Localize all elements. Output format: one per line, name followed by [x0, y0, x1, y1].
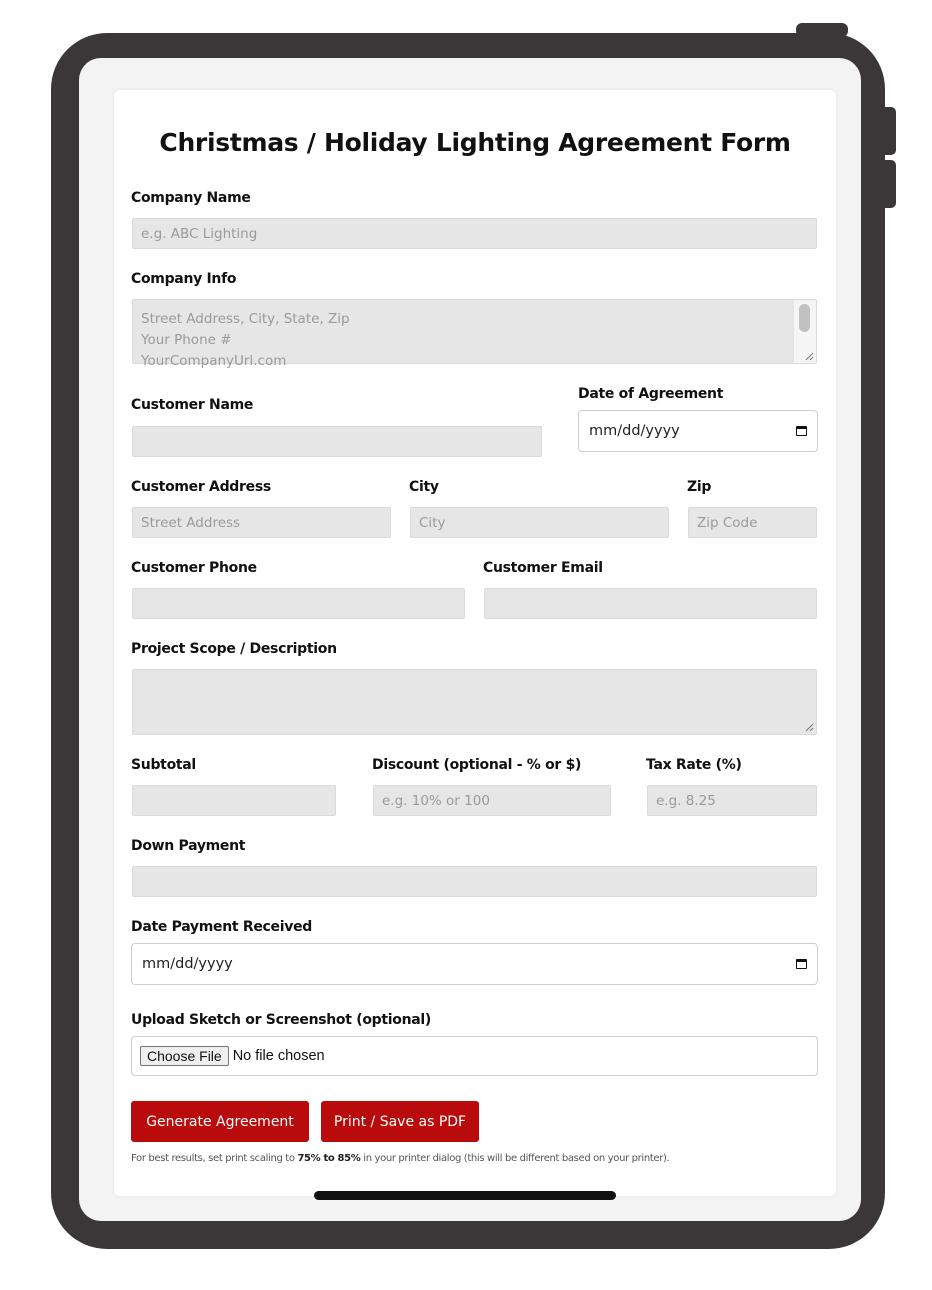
calendar-icon[interactable]: [796, 959, 807, 969]
resize-grip-icon[interactable]: [804, 351, 814, 361]
customer-address-input[interactable]: [132, 507, 391, 538]
city-label: City: [409, 479, 439, 495]
generate-agreement-button[interactable]: Generate Agreement: [131, 1101, 309, 1142]
note-scaling-range: 75% to 85%: [297, 1153, 361, 1164]
company-info-textarea[interactable]: [132, 299, 817, 369]
tax-rate-input[interactable]: [647, 785, 817, 816]
company-name-label: Company Name: [131, 190, 251, 206]
zip-input[interactable]: [688, 507, 817, 538]
company-name-input[interactable]: [132, 218, 817, 249]
print-save-pdf-button[interactable]: Print / Save as PDF: [321, 1101, 479, 1142]
date-payment-received-input[interactable]: [131, 943, 818, 985]
subtotal-label: Subtotal: [131, 757, 196, 773]
project-scope-label: Project Scope / Description: [131, 641, 337, 657]
file-upload-input[interactable]: [131, 1036, 818, 1076]
customer-phone-label: Customer Phone: [131, 560, 257, 576]
date-payment-received-value: mm/dd/yyyy: [142, 956, 233, 972]
date-of-agreement-value: mm/dd/yyyy: [589, 423, 680, 439]
discount-placeholder: e.g. 10% or 100: [382, 792, 490, 809]
city-placeholder: City: [419, 514, 446, 531]
discount-label: Discount (optional - % or $): [372, 757, 582, 773]
down-payment-label: Down Payment: [131, 838, 246, 854]
tax-rate-placeholder: e.g. 8.25: [656, 792, 716, 809]
choose-file-button[interactable]: Choose File: [140, 1046, 229, 1066]
customer-name-input[interactable]: [132, 426, 542, 457]
note-suffix: in your printer dialog (this will be different based on your printer).: [360, 1153, 670, 1164]
down-payment-input[interactable]: [132, 866, 817, 897]
project-scope-textarea[interactable]: [132, 669, 817, 735]
company-info-label: Company Info: [131, 271, 237, 287]
subtotal-input[interactable]: [132, 785, 336, 816]
file-status: No file chosen: [232, 1048, 325, 1064]
page-title: Christmas / Holiday Lighting Agreement Form: [159, 128, 791, 157]
date-of-agreement-input[interactable]: [578, 410, 818, 452]
company-name-placeholder: e.g. ABC Lighting: [141, 225, 258, 242]
home-indicator: [314, 1191, 616, 1200]
print-scaling-note: [131, 1153, 669, 1164]
tax-rate-label: Tax Rate (%): [646, 757, 742, 773]
calendar-icon[interactable]: [796, 426, 807, 436]
date-payment-received-label: Date Payment Received: [131, 919, 312, 935]
zip-placeholder: Zip Code: [697, 514, 758, 531]
note-prefix: For best results, set print scaling to: [131, 1153, 298, 1164]
customer-email-label: Customer Email: [483, 560, 603, 576]
upload-label: Upload Sketch or Screenshot (optional): [131, 1012, 431, 1028]
customer-address-label: Customer Address: [131, 479, 271, 495]
city-input[interactable]: [410, 507, 669, 538]
customer-name-label: Customer Name: [131, 397, 254, 413]
zip-label: Zip: [687, 479, 712, 495]
resize-grip-icon[interactable]: [804, 722, 814, 732]
customer-phone-input[interactable]: [132, 588, 465, 619]
customer-address-placeholder: Street Address: [141, 514, 241, 531]
company-info-placeholder: Street Address, City, State, Zip Your Phone # YourCompanyUrl.com: [141, 311, 350, 369]
customer-email-input[interactable]: [484, 588, 817, 619]
discount-input[interactable]: [373, 785, 611, 816]
date-of-agreement-label: Date of Agreement: [578, 386, 724, 402]
scrollbar-thumb[interactable]: [799, 304, 810, 332]
